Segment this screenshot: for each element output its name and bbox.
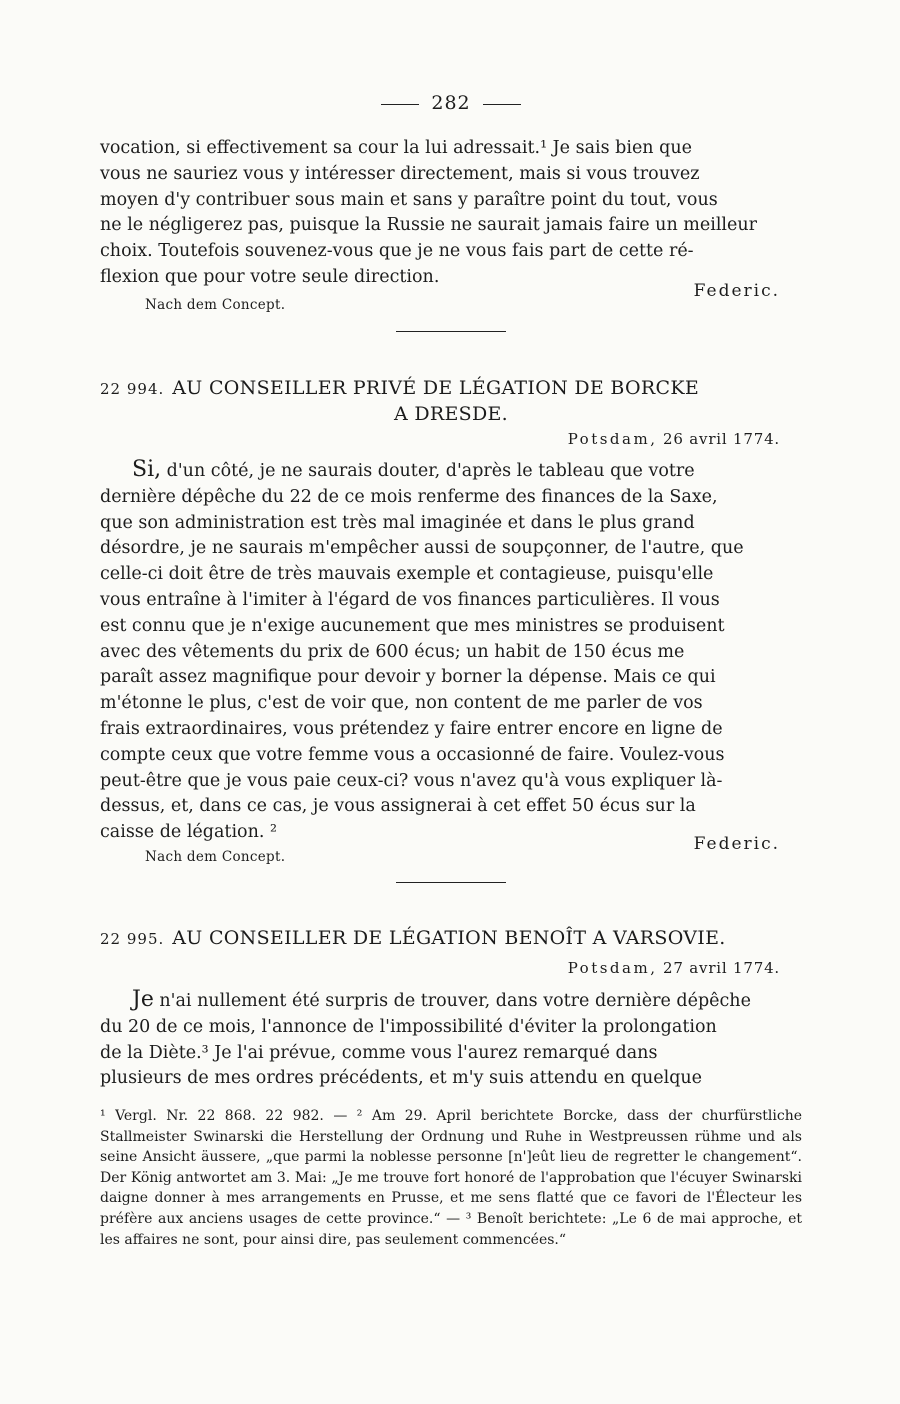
header-dash-left bbox=[381, 104, 419, 105]
header-dash-right bbox=[483, 104, 521, 105]
text-line: compte ceux que votre femme vous a occasionné de faire. Voulez-vous bbox=[100, 744, 725, 765]
text-line: que son administration est très mal imaginée et dans le plus grand bbox=[100, 512, 695, 533]
letter-number: 22 995. bbox=[100, 930, 165, 948]
text-line: choix. Toutefois souvenez-vous que je ne vous fais part de cette ré- bbox=[100, 241, 694, 262]
letter-date bbox=[568, 430, 780, 448]
text-line: avec des vêtements du prix de 600 écus; un habit de 150 écus me bbox=[100, 641, 685, 662]
letter-addressee: AU CONSEILLER DE LÉGATION BENOÎT A VARSOVIE. bbox=[172, 927, 726, 949]
text-line: plusieurs de mes ordres précédents, et m'y suis attendu en quelque bbox=[100, 1068, 703, 1089]
text-line: moyen d'y contribuer sous main et sans y paraître point du tout, vous bbox=[100, 189, 718, 210]
text-line: est connu que je n'exige aucunement que mes ministres se produisent bbox=[100, 615, 725, 636]
text-line-rest: n'ai nullement été surpris de trouver, dans votre dernière dépêche bbox=[153, 991, 751, 1011]
source-note: Nach dem Concept. bbox=[145, 297, 286, 313]
footnotes bbox=[100, 1106, 802, 1250]
text-line bbox=[100, 987, 802, 1015]
letter-date bbox=[568, 959, 780, 977]
text-line: peut-être que je vous paie ceux-ci? vous n'avez qu'à vous expliquer là- bbox=[100, 770, 723, 791]
text-line: dessus, et, dans ce cas, je vous assignerai à cet effet 50 écus sur la bbox=[100, 796, 696, 817]
letter-date-text: 27 avril 1774. bbox=[663, 959, 780, 977]
page-header bbox=[100, 92, 802, 114]
letter-place: Potsdam, bbox=[567, 959, 658, 977]
signature: Federic. bbox=[693, 281, 780, 301]
initial-word: Si, bbox=[132, 457, 162, 482]
letter-addressee: AU CONSEILLER PRIVÉ DE LÉGATION DE BORCKE bbox=[172, 377, 699, 399]
letter-body bbox=[100, 987, 802, 1092]
text-line: vous entraîne à l'imiter à l'égard de vos finances particulières. Il vous bbox=[100, 589, 720, 610]
text-line: désordre, je ne saurais m'empêcher aussi de soupçonner, de l'autre, que bbox=[100, 538, 744, 559]
text-line: dernière dépêche du 22 de ce mois renferme des finances de la Saxe, bbox=[100, 486, 718, 507]
text-line: vocation, si effectivement sa cour la lui adressait.¹ Je sais bien que bbox=[100, 138, 692, 158]
text-line-rest: d'un côté, je ne saurais douter, d'après le tableau que votre bbox=[161, 461, 695, 481]
footnote-text: ¹ Vergl. Nr. 22 868. 22 982. — ² Am 29. April berichtete Borcke, dass der churfürstliche Stallmeister Swinarski die Herstellung der Ordnung und Ruhe in Westpreussen rühme und als seine Ansicht äussere, „que parmi la noblesse personne [n']eût lieu de regretter le changement“. Der König antwortet am 3. Mai: „Je me trouve fort honoré de l'approbation que l'écuyer Swinarski daigne donner à mes arrangements en Prusse, et me sens flatté que ce favori de l'Électeur les préfère aux anciens usages de cette province.“ — ³ Benoît berichtete: „Le 6 de mai approche, et les affaires ne sont, pour ainsi dire, pas seulement commencées.“ bbox=[100, 1108, 802, 1248]
text-line: m'étonne le plus, c'est de voir que, non content de me parler de vos bbox=[100, 693, 703, 714]
letter-heading bbox=[100, 376, 802, 427]
text-line: paraît assez magnifique pour devoir y borner la dépense. Mais ce qui bbox=[100, 667, 716, 688]
letter-heading bbox=[100, 926, 802, 952]
initial-word: Je bbox=[132, 987, 154, 1012]
text-line: celle-ci doit être de très mauvais exemple et contagieuse, puisqu'elle bbox=[100, 564, 714, 585]
letter-date-text: 26 avril 1774. bbox=[663, 430, 780, 448]
text-line: du 20 de ce mois, l'annonce de l'impossibilité d'éviter la prolongation bbox=[100, 1016, 717, 1037]
text-line: flexion que pour votre seule direction. bbox=[100, 266, 440, 287]
section-divider bbox=[396, 331, 506, 332]
text-line: de la Diète.³ Je l'ai prévue, comme vous l'aurez remarqué dans bbox=[100, 1042, 658, 1063]
text-line bbox=[100, 457, 802, 485]
letter-addressee-line2: A DRESDE. bbox=[393, 403, 509, 425]
text-line: frais extraordinaires, vous prétendez y faire entrer encore en ligne de bbox=[100, 718, 723, 739]
page-number: 282 bbox=[431, 92, 471, 114]
letter-number: 22 994. bbox=[100, 380, 165, 398]
text-line: caisse de légation. ² bbox=[100, 822, 277, 843]
letter-body bbox=[100, 457, 802, 846]
section-divider bbox=[396, 882, 506, 883]
source-note: Nach dem Concept. bbox=[145, 849, 286, 865]
text-line: vous ne sauriez vous y intéresser directement, mais si vous trouvez bbox=[100, 163, 700, 184]
text-line: ne le négligerez pas, puisque la Russie ne saurait jamais faire un meilleur bbox=[100, 215, 758, 236]
continuation-paragraph bbox=[100, 136, 802, 291]
letter-place: Potsdam, bbox=[567, 430, 658, 448]
signature: Federic. bbox=[693, 834, 780, 854]
